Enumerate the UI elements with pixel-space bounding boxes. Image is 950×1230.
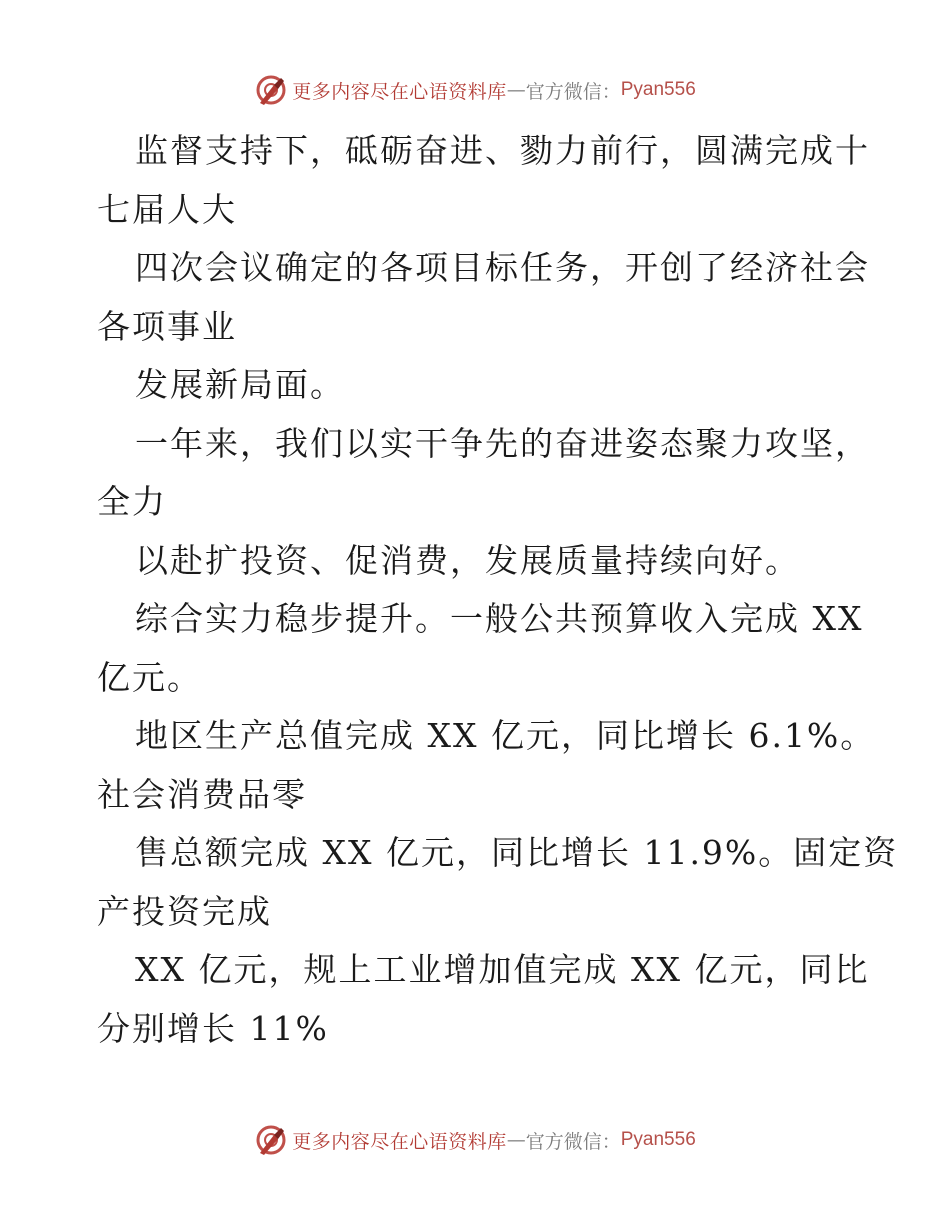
text-line: 一年来，我们以实干争先的奋进姿态聚力攻坚， xyxy=(135,423,870,463)
text-line: XX 亿元，规上工业增加值完成 XX 亿元，同比 xyxy=(135,950,870,989)
pen-logo-icon xyxy=(254,73,288,107)
text-line: 地区生产总值完成 XX 亿元，同比增长 6.1%。 xyxy=(135,716,876,755)
text-line: 分别增长 11% xyxy=(97,1008,329,1048)
text-line: 以赴扩投资、促消费，发展质量持续向好。 xyxy=(135,540,800,580)
text-line: 四次会议确定的各项目标任务，开创了经济社会 xyxy=(135,248,870,287)
header-watermark xyxy=(0,70,950,110)
pen-logo-icon xyxy=(254,1123,288,1157)
text-line: 七届人大 xyxy=(97,189,237,229)
watermark-main-text: 更多内容尽在心语资料库 xyxy=(292,1130,507,1153)
text-line: 发展新局面。 xyxy=(135,365,345,404)
text-line: 售总额完成 XX 亿元，同比增长 11.9%。固定资 xyxy=(135,833,899,872)
footer-watermark xyxy=(0,1120,950,1160)
watermark-id: Pyan556 xyxy=(620,1129,696,1150)
text-line: 产投资完成 xyxy=(97,891,272,931)
watermark-label: 官方微信： xyxy=(525,80,621,103)
watermark-dash: — xyxy=(506,79,526,101)
text-line: 综合实力稳步提升。一般公共预算收入完成 XX xyxy=(135,599,864,638)
watermark-id: Pyan556 xyxy=(620,79,696,100)
document-body xyxy=(97,122,899,1058)
text-line: 社会消费品零 xyxy=(97,774,307,814)
text-line: 监督支持下，砥砺奋进、勠力前行，圆满完成十 xyxy=(135,131,870,170)
text-line: 亿元。 xyxy=(97,657,202,697)
text-line: 全力 xyxy=(97,482,167,521)
watermark-label: 官方微信： xyxy=(525,1130,621,1153)
watermark-dash: — xyxy=(506,1129,526,1151)
watermark-main-text: 更多内容尽在心语资料库 xyxy=(292,80,507,103)
text-line: 各项事业 xyxy=(97,306,237,346)
